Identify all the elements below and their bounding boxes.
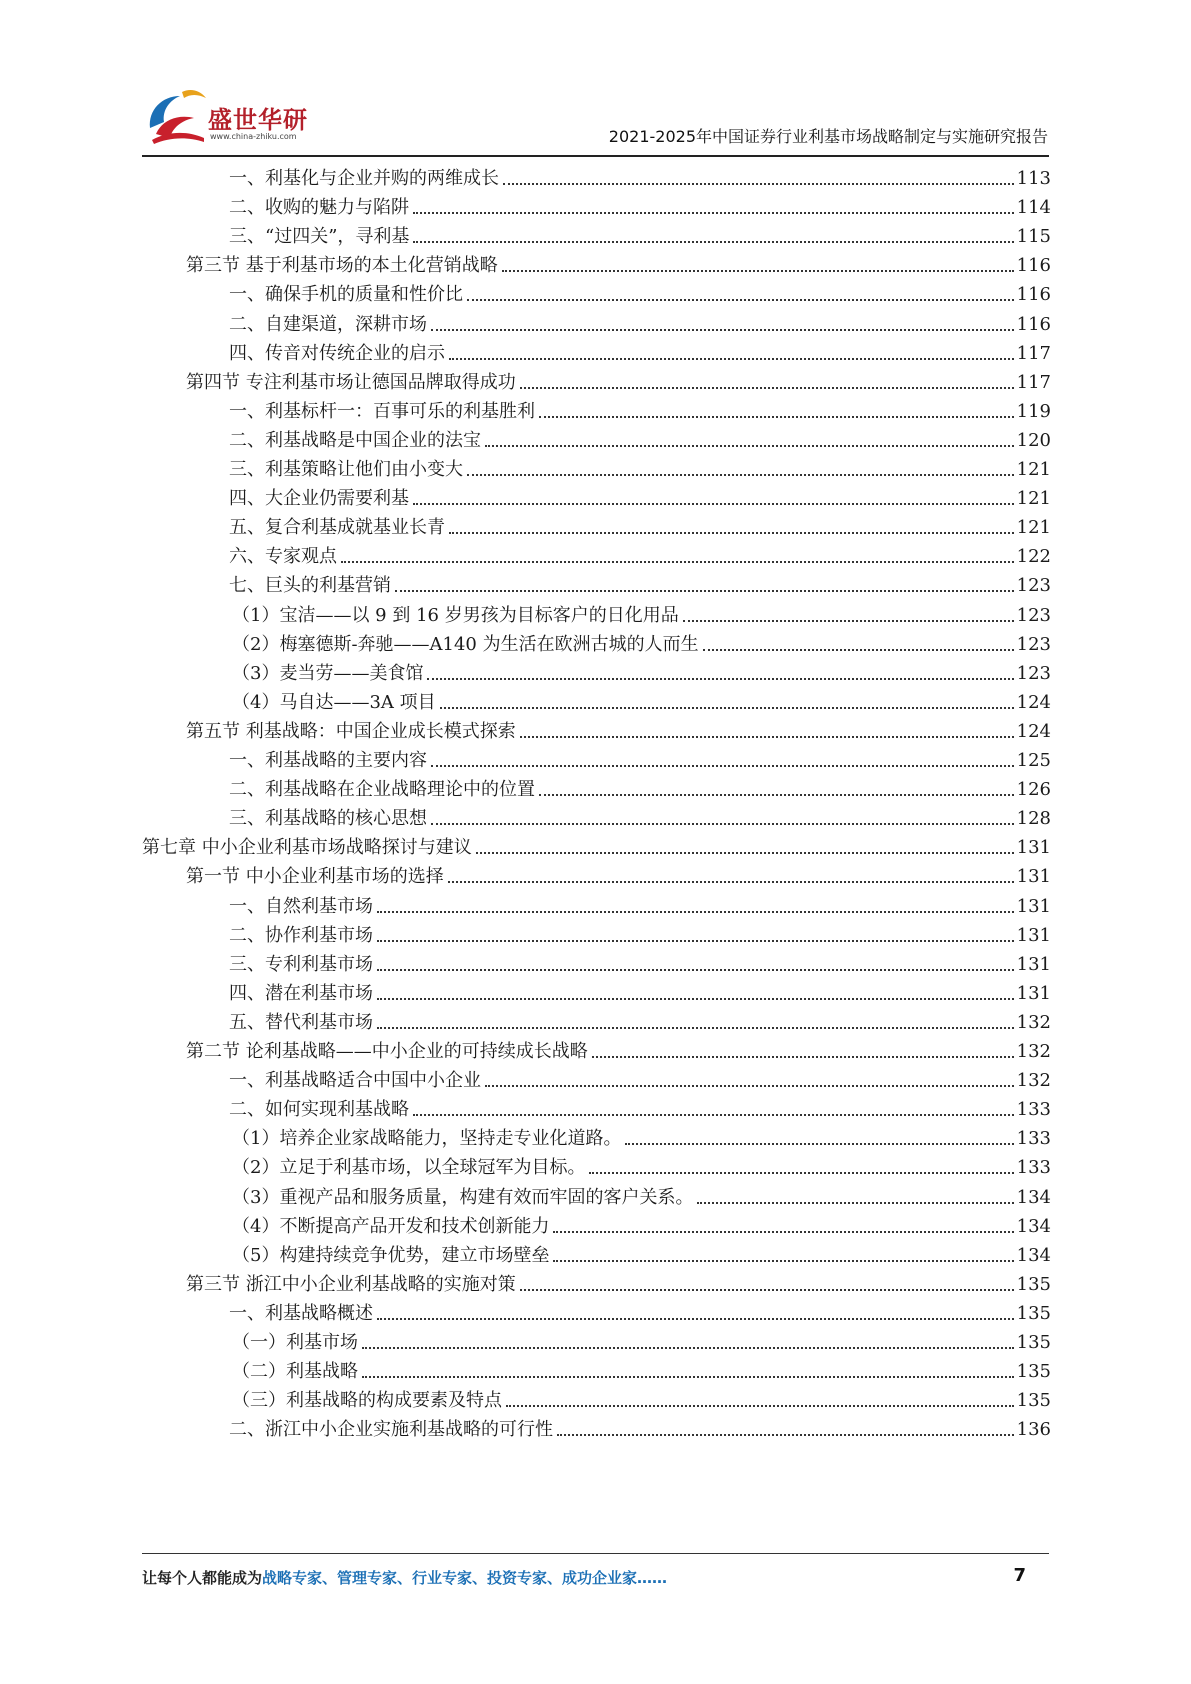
- toc-entry[interactable]: [229, 567, 1051, 598]
- toc-entry-page: 132: [1016, 1070, 1051, 1092]
- toc-entry-page: 117: [1016, 371, 1051, 393]
- toc-entry-label: 六、专家观点: [229, 546, 337, 568]
- toc-dot-leader: [362, 1376, 1014, 1378]
- toc-entry-label: （1）宝洁——以 9 到 16 岁男孩为目标客户的日化用品: [232, 604, 679, 626]
- toc-entry-page: 131: [1016, 837, 1051, 859]
- toc-entry[interactable]: [232, 1179, 1051, 1210]
- toc-dot-leader: [377, 1027, 1014, 1029]
- toc-entry-label: 一、利基战略概述: [229, 1302, 373, 1324]
- toc-entry-label: 三、“过四关”，寻利基: [229, 226, 410, 248]
- toc-dot-leader: [683, 620, 1014, 622]
- toc-dot-leader: [449, 532, 1014, 534]
- page-number: 7: [1013, 1565, 1026, 1586]
- toc-entry-label: 第三节 浙江中小企业利基战略的实施对策: [186, 1273, 516, 1295]
- toc-entry-label: 二、自建渠道，深耕市场: [229, 313, 427, 335]
- toc-entry-page: 116: [1016, 284, 1051, 306]
- page-header: [0, 0, 1191, 160]
- toc-entry[interactable]: [232, 1237, 1051, 1268]
- toc-entry-label: （5）构建持续竞争优势，建立市场壁垒: [232, 1244, 550, 1266]
- toc-entry-page: 135: [1016, 1302, 1051, 1324]
- toc-entry-page: 134: [1016, 1244, 1051, 1266]
- toc-entry-label: 第五节 利基战略：中国企业成长模式探索: [186, 720, 516, 742]
- toc-dot-leader: [592, 1056, 1014, 1058]
- toc-entry-label: 一、确保手机的质量和性价比: [229, 284, 463, 306]
- toc-entry-label: 第四节 专注利基市场让德国品牌取得成功: [186, 371, 516, 393]
- logo-name: 盛世华研: [208, 106, 308, 134]
- toc-dot-leader: [625, 1143, 1013, 1145]
- toc-entry-page: 121: [1016, 459, 1051, 480]
- toc-entry-label: （2）立足于利基市场，以全球冠军为目标。: [232, 1157, 586, 1179]
- toc-entry-label: 四、传音对传统企业的启示: [229, 342, 445, 364]
- toc-entry[interactable]: [229, 335, 1051, 366]
- toc-entry-label: （三）利基战略的构成要素及特点: [232, 1390, 502, 1412]
- toc-entry-page: 113: [1016, 168, 1051, 189]
- toc-entry-page: 116: [1016, 255, 1051, 277]
- toc-entry-page: 124: [1016, 720, 1051, 742]
- toc-entry-label: 二、如何实现利基战略: [229, 1099, 409, 1121]
- toc-entry[interactable]: [186, 858, 1051, 889]
- toc-entry[interactable]: [229, 276, 1051, 307]
- toc-entry[interactable]: [232, 1120, 1051, 1151]
- toc-entry-label: （二）利基战略: [232, 1361, 358, 1383]
- toc-entry-label: 一、自然利基市场: [229, 895, 373, 917]
- toc-entry[interactable]: [232, 626, 1051, 657]
- toc-entry[interactable]: [229, 1004, 1051, 1035]
- toc-entry[interactable]: [229, 975, 1051, 1006]
- toc-entry-page: 135: [1016, 1361, 1051, 1383]
- toc-entry-label: （3）麦当劳——美食馆: [232, 662, 424, 684]
- toc-entry-label: 二、利基战略是中国企业的法宝: [229, 429, 481, 451]
- toc-entry-label: （4）马自达——3A 项目: [232, 691, 436, 713]
- toc-entry-page: 123: [1016, 575, 1051, 597]
- toc-entry-page: 131: [1016, 982, 1051, 1004]
- toc-dot-leader: [485, 1085, 1014, 1087]
- toc-entry-page: 125: [1016, 750, 1051, 771]
- toc-entry-page: 122: [1016, 546, 1051, 568]
- toc-entry-page: 134: [1016, 1215, 1051, 1237]
- toc-entry-label: 五、复合利基成就基业长青: [229, 517, 445, 539]
- toc-entry[interactable]: [232, 1353, 1051, 1384]
- toc-entry[interactable]: [229, 538, 1051, 569]
- toc-entry[interactable]: [229, 742, 1051, 773]
- toc-entry-label: 第一节 中小企业利基市场的选择: [186, 866, 444, 888]
- toc-dot-leader: [553, 1260, 1013, 1262]
- toc-dot-leader: [377, 998, 1014, 1000]
- toc-entry-page: 133: [1016, 1099, 1051, 1121]
- toc-entry-page: 121: [1016, 517, 1051, 539]
- toc-entry-page: 132: [1016, 1011, 1051, 1033]
- toc-entry-page: 131: [1016, 866, 1051, 888]
- toc-entry[interactable]: [229, 218, 1051, 249]
- toc-dot-leader: [413, 212, 1014, 214]
- toc-dot-leader: [413, 1114, 1014, 1116]
- toc-entry-label: 第三节 基于利基市场的本土化营销战略: [186, 255, 498, 277]
- toc-entry-label: 二、协作利基市场: [229, 924, 373, 946]
- toc-entry-label: （4）不断提高产品开发和技术创新能力: [232, 1215, 550, 1237]
- toc-entry-label: （3）重视产品和服务质量，构建有效而牢固的客户关系。: [232, 1186, 694, 1208]
- toc-entry-page: 131: [1016, 924, 1051, 946]
- toc-dot-leader: [427, 678, 1013, 680]
- toc-entry-page: 116: [1016, 313, 1051, 335]
- toc-dot-leader: [506, 1405, 1014, 1407]
- footer-slogan: [142, 1567, 667, 1588]
- toc-dot-leader: [503, 183, 1014, 185]
- toc-entry-page: 131: [1016, 895, 1051, 917]
- toc-dot-leader: [697, 1202, 1013, 1204]
- toc-entry-label: 一、利基战略的主要内容: [229, 750, 427, 771]
- toc-dot-leader: [377, 940, 1014, 942]
- toc-entry-label: 三、利基策略让他们由小变大: [229, 459, 463, 480]
- toc-entry-page: 114: [1016, 197, 1051, 219]
- toc-entry-label: 四、潜在利基市场: [229, 982, 373, 1004]
- toc-entry[interactable]: [232, 655, 1051, 686]
- toc-entry[interactable]: [229, 888, 1051, 919]
- toc-entry-page: 133: [1016, 1128, 1051, 1150]
- toc-entry[interactable]: [229, 946, 1051, 977]
- toc-entry-page: 124: [1016, 691, 1051, 713]
- toc-dot-leader: [476, 852, 1014, 854]
- toc-dot-leader: [440, 707, 1014, 709]
- footer-slogan-emphasis: 战略专家、管理专家、行业专家、投资专家、成功企业家……: [262, 1569, 668, 1587]
- toc-entry-page: 136: [1016, 1419, 1051, 1441]
- toc-entry-page: 135: [1016, 1273, 1051, 1295]
- toc-dot-leader: [502, 270, 1014, 272]
- toc-entry[interactable]: [229, 509, 1051, 540]
- toc-entry-page: 135: [1016, 1332, 1051, 1353]
- toc-entry-label: 四、大企业仍需要利基: [229, 488, 409, 510]
- toc-dot-leader: [553, 1231, 1013, 1233]
- toc-dot-leader: [539, 416, 1014, 418]
- toc-entry[interactable]: [229, 451, 1051, 482]
- toc-entry[interactable]: [229, 771, 1051, 802]
- toc-entry[interactable]: [232, 1324, 1051, 1355]
- toc-dot-leader: [520, 387, 1014, 389]
- toc-entry-page: 126: [1016, 779, 1051, 801]
- toc-entry[interactable]: [186, 1033, 1051, 1064]
- toc-entry[interactable]: [232, 1208, 1051, 1239]
- toc-entry[interactable]: [229, 800, 1051, 831]
- toc-entry[interactable]: [229, 306, 1051, 337]
- toc-entry-label: 一、利基化与企业并购的两维成长: [229, 168, 499, 189]
- company-logo: [142, 82, 322, 154]
- toc-entry[interactable]: [232, 1382, 1051, 1413]
- toc-entry-label: （一）利基市场: [232, 1332, 358, 1353]
- toc-entry-page: 117: [1016, 342, 1051, 364]
- toc-entry-page: 132: [1016, 1041, 1051, 1062]
- toc-dot-leader: [431, 823, 1014, 825]
- toc-dot-leader: [413, 503, 1014, 505]
- logo-url: www.china-zhiku.com: [210, 132, 297, 141]
- toc-entry-label: （1）培养企业家战略能力，坚持走专业化道路。: [232, 1128, 622, 1150]
- toc-entry-page: 128: [1016, 808, 1051, 830]
- toc-entry[interactable]: [142, 829, 1051, 860]
- toc-entry[interactable]: [232, 684, 1051, 715]
- footer-divider: [142, 1553, 1049, 1554]
- toc-entry[interactable]: [229, 189, 1051, 220]
- toc-entry-page: 134: [1016, 1186, 1051, 1208]
- toc-dot-leader: [377, 1318, 1014, 1320]
- toc-entry-label: 第七章 中小企业利基市场战略探讨与建议: [142, 837, 472, 859]
- toc-dot-leader: [589, 1172, 1013, 1174]
- toc-entry[interactable]: [232, 1149, 1051, 1180]
- toc-entry[interactable]: [229, 393, 1051, 424]
- toc-dot-leader: [539, 794, 1014, 796]
- toc-dot-leader: [448, 881, 1014, 883]
- report-title: 2021-2025年中国证券行业利基市场战略制定与实施研究报告: [608, 127, 1048, 146]
- toc-dot-leader: [395, 590, 1014, 592]
- toc-entry[interactable]: [229, 422, 1051, 453]
- toc-dot-leader: [557, 1434, 1014, 1436]
- toc-dot-leader: [431, 329, 1014, 331]
- toc-entry-label: 三、专利利基市场: [229, 953, 373, 975]
- toc-entry-page: 121: [1016, 488, 1051, 510]
- toc-dot-leader: [703, 649, 1014, 651]
- toc-entry-page: 120: [1016, 429, 1051, 451]
- toc-dot-leader: [467, 299, 1014, 301]
- toc-entry-label: 五、替代利基市场: [229, 1011, 373, 1033]
- toc-entry[interactable]: [229, 917, 1051, 948]
- toc-dot-leader: [485, 445, 1014, 447]
- toc-entry-label: 七、巨头的利基营销: [229, 575, 391, 597]
- toc-entry[interactable]: [229, 480, 1051, 511]
- footer-slogan-plain: 让每个人都能成为: [142, 1569, 263, 1587]
- toc-entry[interactable]: [229, 1062, 1051, 1093]
- toc-dot-leader: [467, 474, 1014, 476]
- toc-dot-leader: [377, 911, 1014, 913]
- toc-entry[interactable]: [186, 364, 1051, 395]
- header-divider: [142, 155, 1049, 157]
- toc-dot-leader: [520, 1289, 1014, 1291]
- toc-entry-page: 123: [1016, 604, 1051, 626]
- toc-entry-label: （2）梅塞德斯-奔驰——A140 为生活在欧洲古城的人而生: [232, 633, 699, 655]
- toc-entry[interactable]: [229, 1091, 1051, 1122]
- toc-dot-leader: [520, 736, 1014, 738]
- toc-entry-page: 115: [1016, 226, 1051, 248]
- toc-dot-leader: [341, 561, 1014, 563]
- toc-entry[interactable]: [229, 1295, 1051, 1326]
- toc-dot-leader: [362, 1347, 1014, 1349]
- toc-dot-leader: [449, 358, 1014, 360]
- toc-entry-label: 第二节 论利基战略——中小企业的可持续成长战略: [186, 1041, 588, 1062]
- toc-dot-leader: [377, 969, 1014, 971]
- toc-entry-label: 三、利基战略的核心思想: [229, 808, 427, 830]
- toc-entry[interactable]: [186, 1266, 1051, 1297]
- logo-mark-icon: [142, 82, 212, 152]
- toc-entry[interactable]: [186, 247, 1051, 278]
- toc-entry-page: 133: [1016, 1157, 1051, 1179]
- toc-entry[interactable]: [229, 1411, 1051, 1442]
- toc-dot-leader: [431, 765, 1014, 767]
- toc-entry-page: 131: [1016, 953, 1051, 975]
- toc-entry-label: 二、浙江中小企业实施利基战略的可行性: [229, 1419, 553, 1441]
- toc-entry-page: 123: [1016, 633, 1051, 655]
- toc-entry-page: 119: [1016, 400, 1051, 422]
- toc-entry-label: 一、利基标杆一：百事可乐的利基胜利: [229, 400, 535, 422]
- toc-entry[interactable]: [186, 713, 1051, 744]
- toc-entry[interactable]: [229, 160, 1051, 191]
- toc-entry-label: 一、利基战略适合中国中小企业: [229, 1070, 481, 1092]
- toc-entry-label: 二、收购的魅力与陷阱: [229, 197, 409, 219]
- toc-entry-label: 二、利基战略在企业战略理论中的位置: [229, 779, 535, 801]
- toc-dot-leader: [413, 241, 1013, 243]
- toc-entry-page: 135: [1016, 1390, 1051, 1412]
- toc-entry-page: 123: [1016, 662, 1051, 684]
- toc-entry[interactable]: [232, 597, 1051, 628]
